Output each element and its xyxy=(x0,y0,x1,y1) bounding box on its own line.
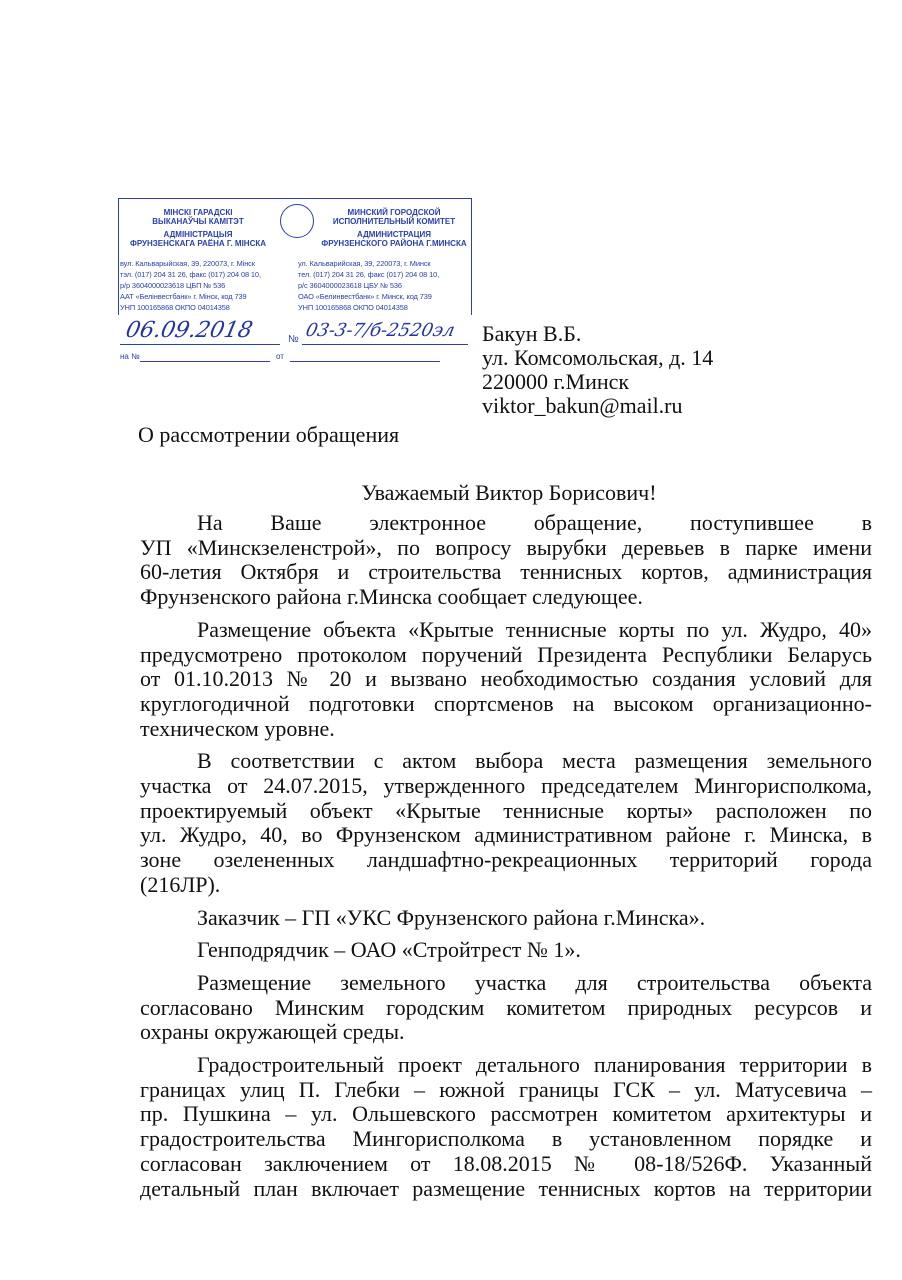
stamp-right-header xyxy=(314,208,474,248)
stamp-date: 06.09.2018 xyxy=(123,318,255,343)
paragraph xyxy=(140,938,872,963)
paragraph-line: границах улиц П. Глебки – южной границы ГСК – ул. Матусевича – xyxy=(140,1076,872,1102)
paragraph-line: участка от 24.07.2015, утвержденного председателем Мингорисполкома, xyxy=(140,773,872,799)
letter-greeting: Уважаемый Виктор Борисович! xyxy=(361,480,657,505)
paragraph-line: охраны окружающей среды. xyxy=(140,1019,405,1045)
stamp-text: тел. (017) 204 31 26, факс (017) 204 08 10, xyxy=(298,270,440,279)
paragraph-line: зоне озелененных ландшафтно-рекреационных территорий города xyxy=(140,847,872,873)
stamp-from-line xyxy=(290,361,440,362)
paragraph-line: техническом уровне. xyxy=(140,715,335,741)
paragraph-line: ул. Жудро, 40, во Фрунзенском административном районе г. Минска, в xyxy=(140,822,872,848)
paragraph xyxy=(140,971,872,1045)
paragraph-line: круглогодичной подготовки спортсменов на высоком организационно- xyxy=(140,690,872,716)
stamp-number: 03-3-7/б-2520эл xyxy=(303,320,457,341)
stamp-text: ВЫКАНАЎЧЫ КАМІТЭТ xyxy=(152,217,244,226)
stamp-text: тэл. (017) 204 31 26, факс (017) 204 08 10, xyxy=(120,270,261,279)
recipient-name: Бакун В.Б. xyxy=(482,321,582,346)
registration-stamp xyxy=(118,196,474,368)
paragraph xyxy=(140,511,872,610)
paragraph-line: Генподрядчик – ОАО «Стройтрест № 1». xyxy=(197,937,581,963)
paragraph-line: от 01.10.2013 № 20 и вызвано необходимостью создания условий для xyxy=(140,666,872,692)
stamp-left-header xyxy=(118,208,278,248)
letter-subject: О рассмотрении обращения xyxy=(138,422,400,447)
stamp-text: ФРУНЗЕНСКАГА РАЁНА Г. МІНСКА xyxy=(129,239,267,248)
paragraph xyxy=(140,906,872,931)
paragraph xyxy=(140,1053,872,1201)
paragraph-line: (216ЛР). xyxy=(140,871,221,897)
stamp-text: МІНСКІ ГАРАДСКІ xyxy=(163,208,233,217)
paragraph xyxy=(140,618,872,742)
stamp-number-label: № xyxy=(288,334,299,345)
paragraph-line: Градостроительный проект детального планирования территории в xyxy=(197,1052,872,1078)
stamp-text: р/с 3604000023618 ЦБУ № 536 xyxy=(298,281,402,290)
stamp-text: АДМИНИСТРАЦИЯ xyxy=(357,230,431,239)
paragraph-line: 60-летия Октября и строительства теннисных кортов, администрация xyxy=(140,559,872,585)
paragraph-line: проектируемый объект «Крытые теннисные корты» расположен по xyxy=(140,797,872,823)
stamp-right-address xyxy=(298,258,470,313)
stamp-number-line xyxy=(302,344,468,345)
paragraph-line: Фрунзенского района г.Минска сообщает следующее. xyxy=(140,584,643,610)
stamp-ref-line xyxy=(140,361,270,362)
stamp-text: АДМІНІСТРАЦЫЯ xyxy=(163,230,233,239)
paragraph-line: На Ваше электронное обращение, поступившее в xyxy=(197,510,872,535)
paragraph-line: УП «Минскзеленстрой», по вопросу вырубки деревьев в парке имени xyxy=(140,534,872,560)
paragraph-line: детальный план включает размещение теннисных кортов на территории xyxy=(140,1175,872,1201)
recipient-address xyxy=(482,322,713,418)
paragraph-line: В соответствии с актом выбора места размещения земельного xyxy=(197,748,872,774)
recipient-city: 220000 г.Минск xyxy=(482,369,630,394)
stamp-text: МИНСКИЙ ГОРОДСКОЙ xyxy=(347,208,441,217)
paragraph-line: Размещение объекта «Крытые теннисные корты по ул. Жудро, 40» xyxy=(197,616,872,642)
recipient-email: viktor_bakun@mail.ru xyxy=(482,393,683,418)
stamp-text: ААТ «Белінвестбанк» г. Мінск, код 739 xyxy=(120,292,247,301)
paragraph-line: градостроительства Мингорисполкома в установленном порядке и xyxy=(140,1126,872,1152)
stamp-from-label: от xyxy=(276,352,284,361)
paragraph-line: согласован заключением от 18.08.2015 № 08-18/526Ф. Указанный xyxy=(140,1150,872,1176)
paragraph-line: Размещение земельного участка для строительства объекта xyxy=(197,969,872,995)
coat-of-arms-emblem-icon xyxy=(280,204,314,238)
letter-body xyxy=(140,511,872,1209)
stamp-text: ул. Кальварийская, 39, 220073, г. Минск xyxy=(298,259,431,268)
stamp-text: УНП 100165868 ОКПО 04014358 xyxy=(298,303,408,312)
stamp-left-address xyxy=(120,258,292,313)
stamp-text: УНП 100165868 ОКПО 04014358 xyxy=(120,303,230,312)
paragraph-line: согласовано Минским городским комитетом природных ресурсов и xyxy=(140,994,872,1020)
paragraph-line: пр. Пушкина – ул. Ольшевского рассмотрен комитетом архитектуры и xyxy=(140,1101,872,1127)
stamp-text: ОАО «Белинвестбанк» г. Минск, код 739 xyxy=(298,292,432,301)
stamp-date-line xyxy=(120,344,280,345)
recipient-street: ул. Комсомольская, д. 14 xyxy=(482,345,714,370)
stamp-ref-label: на № xyxy=(120,352,140,361)
stamp-text: р/р 3604000023618 ЦБП № 536 xyxy=(120,281,226,290)
stamp-text: ФРУНЗЕНСКОГО РАЙОНА Г.МИНСКА xyxy=(321,239,467,248)
paragraph-line: Заказчик – ГП «УКС Фрунзенского района г.Минска». xyxy=(197,904,706,930)
paragraph-line: предусмотрено протоколом поручений Президента Республики Беларусь xyxy=(140,641,872,667)
paragraph xyxy=(140,749,872,897)
stamp-text: ИСПОЛНИТЕЛЬНЫЙ КОМИТЕТ xyxy=(332,217,456,226)
stamp-text: вул. Кальварыйская, 39, 220073, г. Мінск xyxy=(120,259,255,268)
